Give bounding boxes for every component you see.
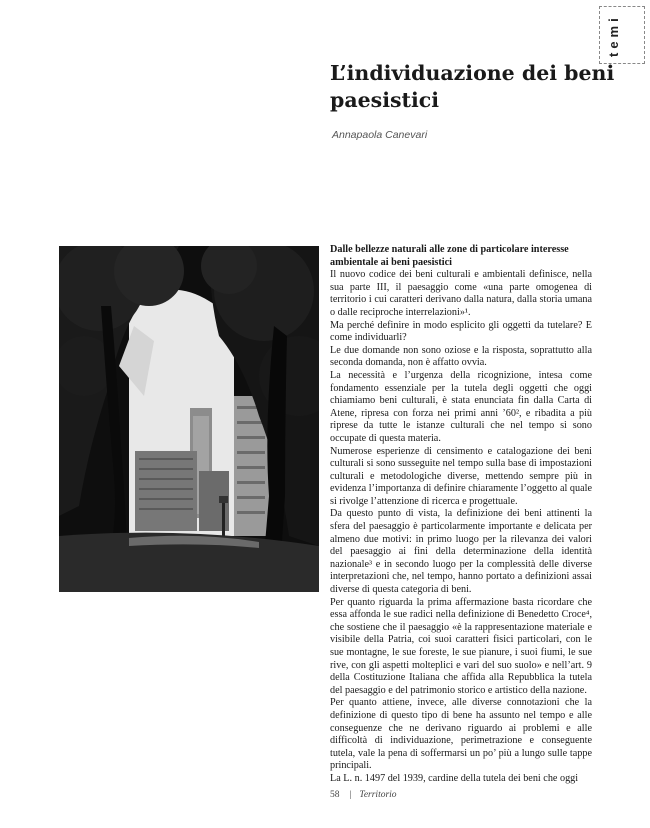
paragraph-3: Le due domande non sono oziose e la risposta, soprattutto alla seconda domanda, non è affatto ovvia. [330, 344, 592, 369]
park-with-towers-image [59, 246, 319, 592]
article-title: L’individuazione dei beni paesistici [330, 61, 615, 112]
paragraph-2: Ma perché definire in modo esplicito gli oggetti da tutelare? E come individuarli? [330, 319, 592, 344]
section-heading: Dalle bellezze naturali alle zone di particolare interesse ambientale ai beni paesistici [330, 244, 569, 268]
paragraph-4: La necessità e l’urgenza della ricognizione, intesa come fondamento essenziale per la tutela degli oggetti che oggi chiamiamo beni culturali, è stata enunciata fin dalla Carta di Atene, ripresa con forza nei primi anni ’60², e ribadita a più riprese da tutte le istanze culturali che nel tempo si sono occupate di questa materia. [330, 369, 592, 444]
paragraph-5: Numerose esperienze di censimento e catalogazione dei beni culturali si sono susseguite nel tempo sulla base di impostazioni culturali e metodologiche diverse, mettendo sempre più in evidenza l’importanza di definire chiaramente l’oggetto al quale si rivolge l’attenzione di ricerca e progettuale. [330, 445, 592, 507]
magazine-name: Territorio [359, 790, 397, 800]
article-author: Annapaola Canevari [332, 129, 428, 141]
paragraph-7: Per quanto riguarda la prima affermazione basta ricordare che essa affonda le sue radici nella definizione di Benedetto Croce⁴, che sostiene che il paesaggio «è la rappresentazione materiale e visibile della Patria, coi suoi caratteri fisici particolari, con le sue montagne, le sue foreste, le sue pianure, i suoi fiumi, le sue rive, con gli aspetti molteplici e vari del suo suolo» e nell’art. 9 della Costituzione Italiana che affida alla Repubblica la tutela del paesaggio e del patrimonio storico e artistico della nazione. [330, 596, 592, 696]
paragraph-9: La L. n. 1497 del 1939, cardine della tutela dei beni che oggi [330, 772, 579, 784]
paragraph-6: Da questo punto di vista, la definizione dei beni attinenti la sfera del paesaggio è particolarmente importante e delicata per almeno due motivi: in primo luogo per la rilevanza dei valori del paesaggio ai fini della determinazione della identità nazionale³ e in secondo luogo per la complessità delle diverse interpretazioni che, nel tempo, hanno portato a definizioni assai diverse di questa categoria di beni. [330, 508, 592, 596]
paragraph-8: Per quanto attiene, invece, alle diverse connotazioni che la definizione di questo tipo di bene ha assunto nel tempo e alle conseguenze che ne derivano riguardo ai problemi e alle difficoltà di individuazione, perimetrazione e conseguente tutela, vale la pena di soffermarsi un po’ più a lungo sulle tappe principali. [330, 697, 592, 772]
section-tab-label: temi [606, 14, 621, 57]
page-footer [330, 790, 397, 800]
paragraph-1: Il nuovo codice dei beni culturali e ambientali definisce, nella sua parte III, il paesaggio come «una parte omogenea di territorio i cui caratteri derivano dalla natura, dalla storia umana o dalle reciproche interrelazioni»¹. [330, 269, 592, 318]
footer-separator: | [349, 790, 352, 800]
article-body [330, 244, 592, 786]
page-number: 58 [330, 790, 340, 800]
article-photo [59, 246, 319, 592]
section-tab-temi [599, 6, 645, 64]
